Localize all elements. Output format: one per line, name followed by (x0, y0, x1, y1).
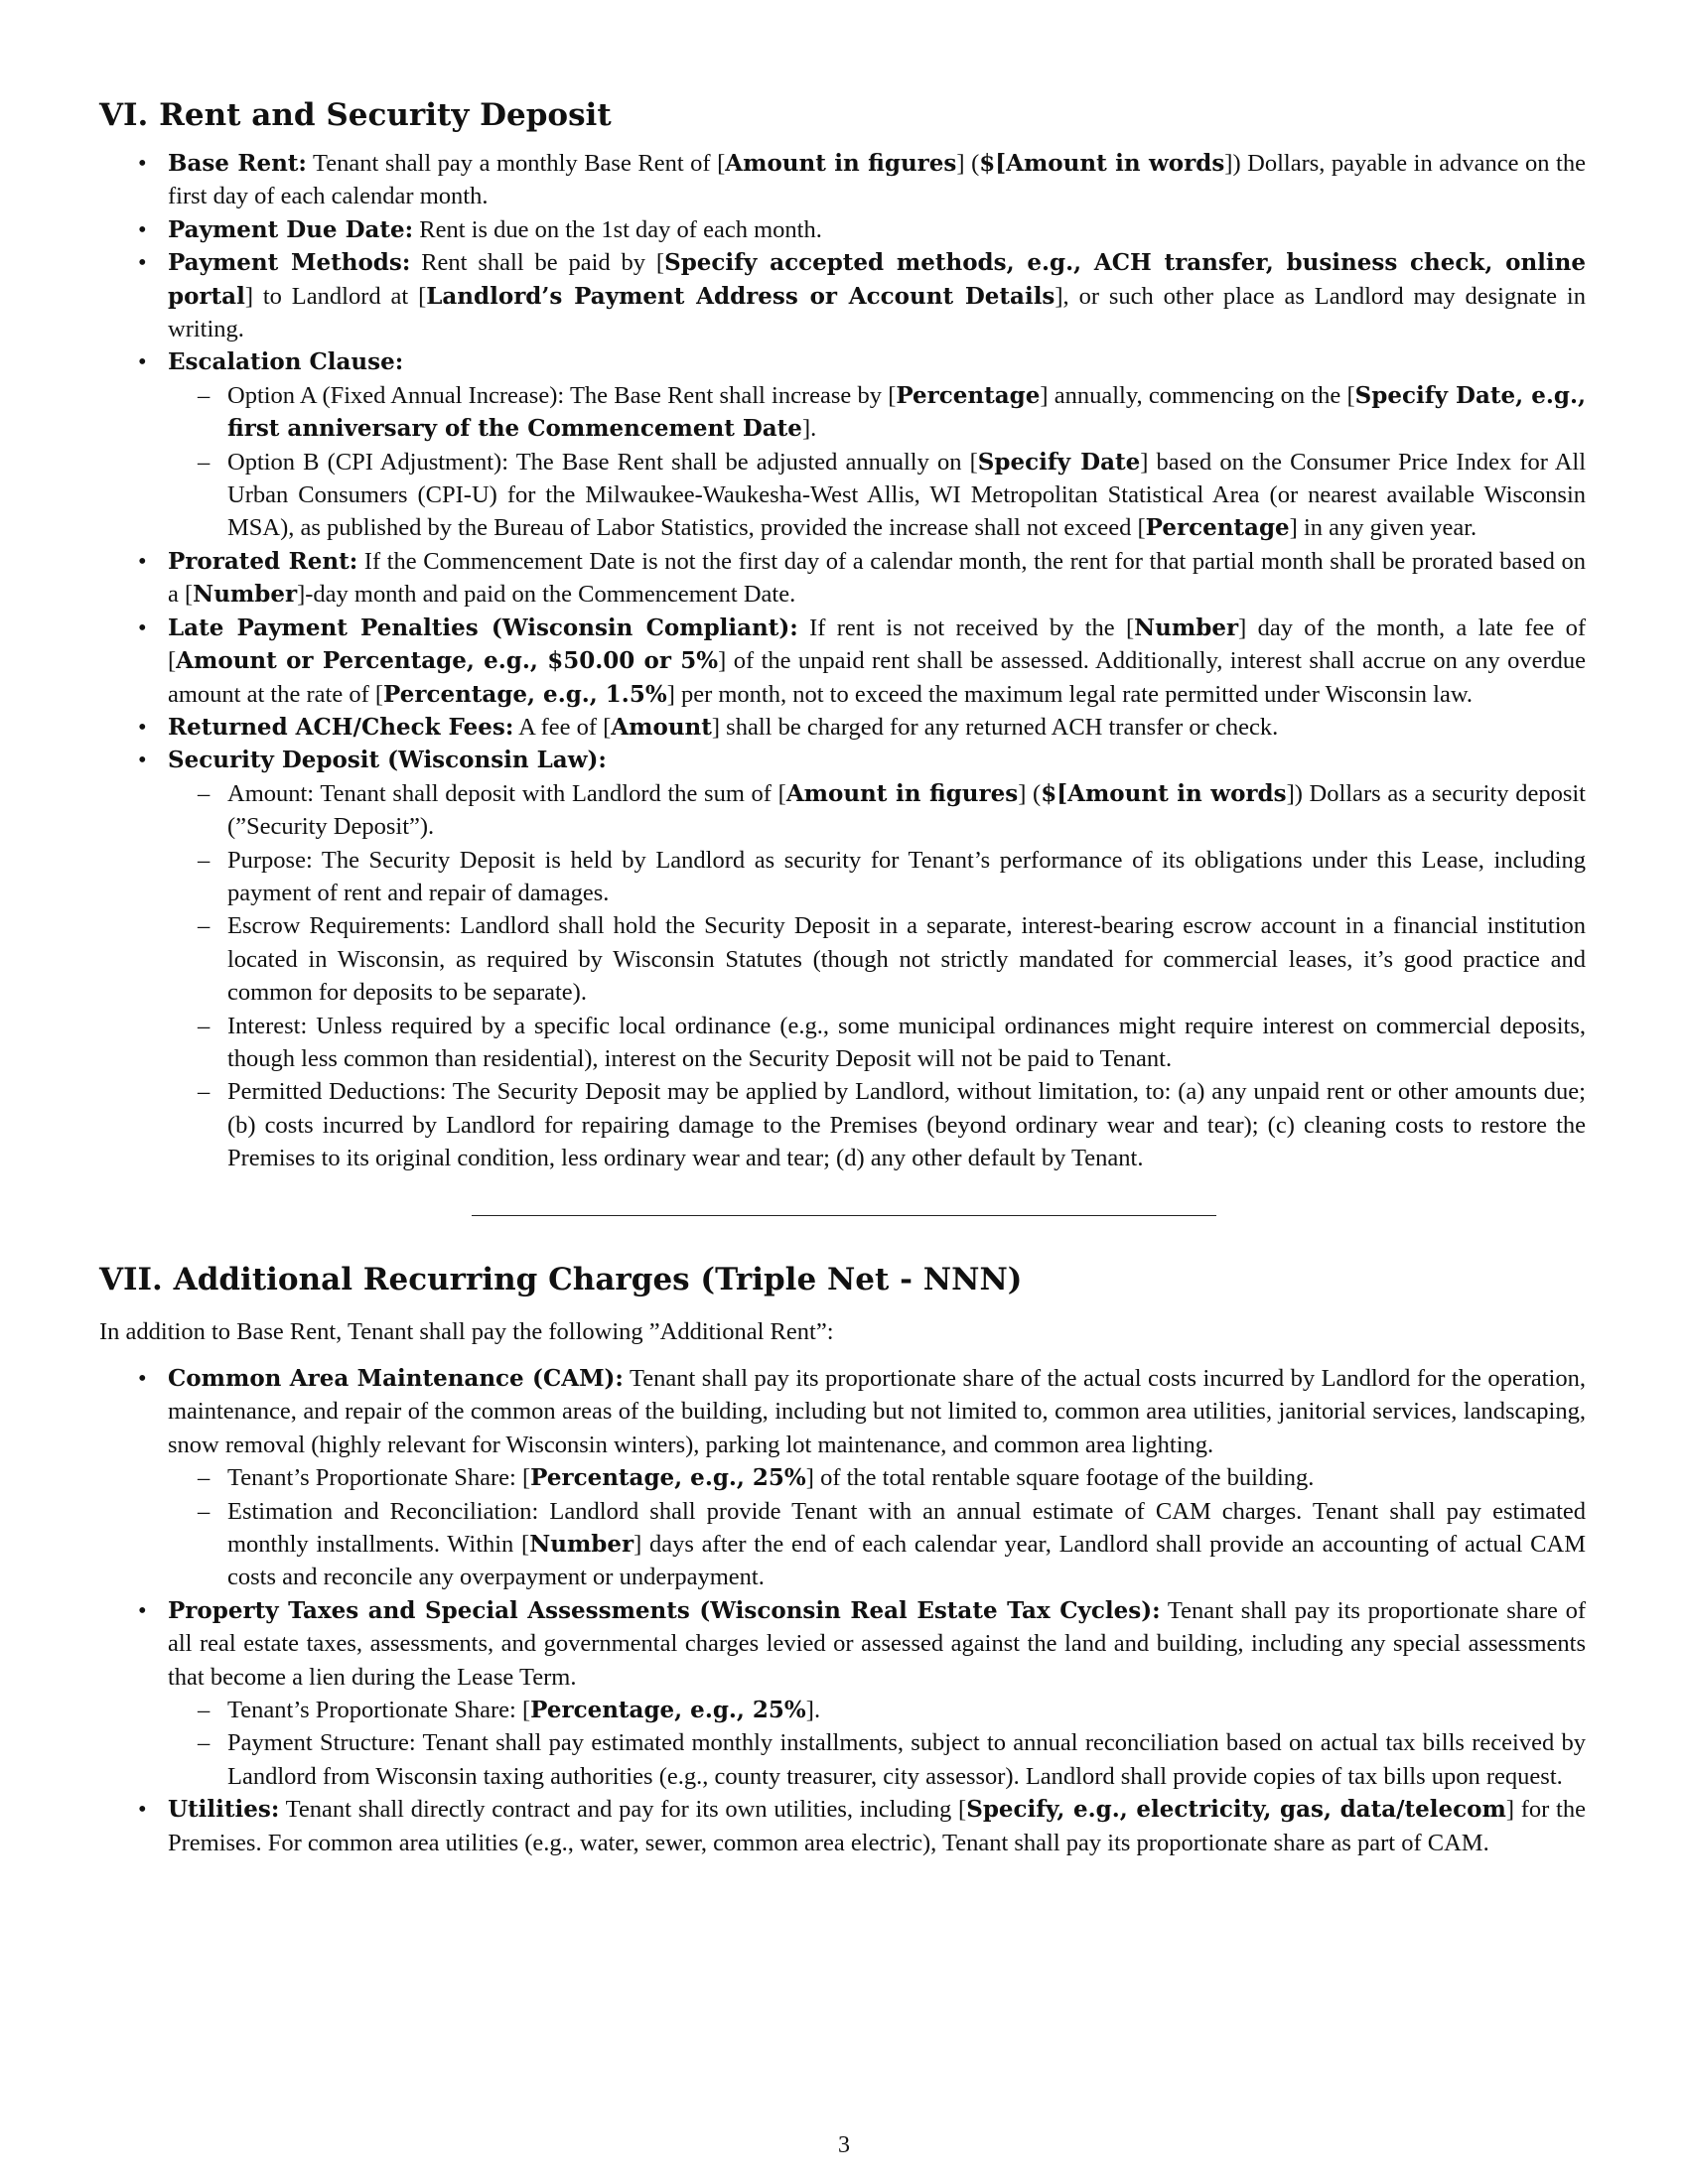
deposit-amount-item (227, 777, 1586, 844)
prorated-label: Prorated Rent: (168, 547, 358, 575)
cam-share-item (227, 1461, 1586, 1494)
placeholder-field: Percentage, e.g., 25% (530, 1697, 806, 1724)
taxes-share-item (227, 1694, 1586, 1726)
text: ] for the Premises. For common area utilities (e.g., water, sewer, common area electric), Tenant shall pay its proportionate share as part of CAM. (168, 1796, 1586, 1856)
section-7-heading: VII. Additional Recurring Charges (Triple Net - NNN) (99, 1261, 1023, 1297)
late-label: Late Payment Penalties (Wisconsin Compliant): (168, 614, 798, 641)
text: ] of the unpaid rent shall be assessed. Additionally, interest shall accrue on any overdue amount at the rate of [ (168, 647, 1586, 708)
returned-fees-item (168, 711, 1586, 744)
placeholder-field: $[Amount in words (1041, 779, 1287, 807)
section-divider (472, 1215, 1216, 1216)
security-deposit-item (168, 744, 1586, 1174)
placeholder-field: Percentage (1145, 514, 1290, 542)
deposit-deductions-item: – Permitted Deductions: The Security Deposit may be applied by Landlord, without limitation, to: (a) any unpaid rent or other amounts due; (b) costs incurred by Landlord for repairing damage to the Premises (beyond ordinary wear and tear); (c) cleaning costs to restore the Premises to its original condition, less ordinary wear and tear; (d) any other default by Tenant. (227, 1075, 1586, 1174)
text: ] in any given year. (1289, 514, 1477, 542)
cam-estimation-item (227, 1495, 1586, 1594)
text: ]-day month and paid on the Commencement Date. (297, 581, 796, 609)
page-number: 3 (838, 2132, 850, 2158)
option-a-item (227, 379, 1586, 446)
taxes-structure-item: – Payment Structure: Tenant shall pay estimated monthly installments, subject to annual reconciliation based on actual tax bills received by Landlord from Wisconsin taxing authorities (e.g., county treasurer, city assessor). Landlord shall provide copies of tax bills upon request. (227, 1726, 1586, 1793)
taxes-label: Property Taxes and Special Assessments (Wisconsin Real Estate Tax Cycles): (168, 1596, 1161, 1624)
text: ]. (805, 1697, 821, 1724)
text: ], or such other place as Landlord may designate in writing. (168, 282, 1586, 343)
escalation-clause-item (168, 345, 1586, 544)
text: Tenant’s Proportionate Share: [ (227, 1464, 531, 1492)
text: Tenant shall pay a monthly Base Rent of [ (306, 150, 726, 177)
deposit-subitems (168, 777, 1586, 1175)
prorated-rent-item (168, 545, 1586, 612)
due-date-label: Payment Due Date: (168, 215, 414, 243)
deposit-purpose-item: – Purpose: The Security Deposit is held by Landlord as security for Tenant’s performance of its obligations under this Lease, including payment of rent and repair of damages. (227, 844, 1586, 910)
deposit-escrow-item: – Escrow Requirements: Landlord shall hold the Security Deposit in a separate, interest-bearing escrow account in a financial institution located in Wisconsin, as required by Wisconsin Statutes (though not strictly mandated for commercial leases, it’s good practice and common for deposits to be separate). (227, 909, 1586, 1009)
text: ] shall be charged for any returned ACH transfer or check. (711, 713, 1279, 741)
section-7-list (99, 1362, 1586, 1859)
text: ] ( (1018, 779, 1042, 807)
text: Tenant shall directly contract and pay for its own utilities, including [ (279, 1796, 967, 1824)
placeholder-field: Number (1134, 614, 1239, 641)
text: Rent shall be paid by [ (410, 249, 665, 277)
text: ] based on the Consumer Price Index for All Urban Consumers (CPI-U) for the Milwaukee-Waukesha-West Allis, WI Metropolitan Statistical Area (or nearest available Wisconsin MSA), as published by the Bureau of Labor Statistics, provided the increase shall not exceed [ (227, 448, 1586, 542)
payment-due-date-item (168, 213, 1586, 246)
placeholder-field: $[Amount in words (979, 150, 1225, 177)
placeholder-field: Percentage, e.g., 25% (530, 1464, 806, 1492)
text: ] of the total rentable square footage of the building. (805, 1464, 1315, 1492)
placeholder-field: Amount in figures (785, 779, 1019, 807)
escalation-options (168, 379, 1586, 545)
late-payment-item (168, 612, 1586, 711)
placeholder-field: Amount or Percentage, e.g., $50.00 or 5% (176, 647, 719, 675)
text: ] days after the end of each calendar year, Landlord shall provide an accounting of actual CAM costs and reconcile any overpayment or underpayment. (227, 1531, 1586, 1591)
escalation-label: Escalation Clause: (168, 348, 404, 376)
text: A fee of [ (513, 713, 612, 741)
text: ] ( (956, 150, 980, 177)
text: If rent is not received by the [ (797, 614, 1135, 641)
placeholder-field: Specify Date, e.g., first anniversary of the Commencement Date (227, 381, 1586, 443)
utilities-item (168, 1793, 1586, 1859)
cam-item (168, 1362, 1586, 1594)
utilities-label: Utilities: (168, 1796, 280, 1824)
section-7-intro: In addition to Base Rent, Tenant shall pay the following ”Additional Rent”: (99, 1317, 834, 1345)
text: ]) Dollars, payable in advance on the first day of each calendar month. (168, 150, 1586, 210)
deposit-interest-item: – Interest: Unless required by a specific local ordinance (e.g., some municipal ordinances might require interest on commercial deposits, though less common than residential), interest on the Security Deposit will not be paid to Tenant. (227, 1010, 1586, 1076)
base-rent-item (168, 147, 1586, 213)
placeholder-field: Percentage, e.g., 1.5% (383, 680, 667, 708)
payment-methods-item (168, 246, 1586, 345)
option-b-item (227, 446, 1586, 545)
text: Amount: Tenant shall deposit with Landlord the sum of [ (227, 779, 786, 807)
returned-label: Returned ACH/Check Fees: (168, 713, 514, 741)
document-page (99, 95, 1586, 1859)
text: Option B (CPI Adjustment): The Base Rent shall be adjusted annually on [ (227, 448, 978, 476)
text: ] day of the month, a late fee of [ (168, 614, 1587, 675)
text: Tenant’s Proportionate Share: [ (227, 1697, 531, 1724)
text: Tenant shall pay its proportionate share of all real estate taxes, assessments, and governmental charges levied or assessed against the land and building, including any special assessments that become a lien during the Lease Term. (168, 1596, 1586, 1691)
cam-subitems (168, 1461, 1586, 1594)
placeholder-field: Specify, e.g., electricity, gas, data/telecom (966, 1796, 1506, 1824)
placeholder-field: Amount (611, 713, 712, 741)
text: Option A (Fixed Annual Increase): The Base Rent shall increase by [ (227, 381, 897, 409)
text: Rent is due on the 1st day of each month. (413, 215, 822, 243)
text: Estimation and Reconciliation: Landlord shall provide Tenant with an annual estimate of CAM charges. Tenant shall pay estimated monthly installments. Within [ (227, 1497, 1586, 1559)
section-6-heading: VI. Rent and Security Deposit (99, 97, 612, 133)
text: If the Commencement Date is not the first day of a calendar month, the rent for that partial month shall be prorated based on a [ (168, 547, 1586, 609)
property-taxes-item (168, 1594, 1586, 1793)
placeholder-field: Percentage (896, 381, 1041, 409)
deposit-label: Security Deposit (Wisconsin Law): (168, 747, 607, 774)
cam-label: Common Area Maintenance (CAM): (168, 1365, 624, 1392)
placeholder-field: Specify Date (977, 448, 1141, 476)
taxes-subitems (168, 1694, 1586, 1793)
text: ]) Dollars as a security deposit (”Security Deposit”). (227, 779, 1586, 841)
placeholder-field: Amount in figures (725, 150, 957, 177)
methods-label: Payment Methods: (168, 249, 411, 277)
text: ] annually, commencing on the [ (1040, 381, 1355, 409)
text: ]. (801, 415, 817, 443)
section-6-list (99, 147, 1586, 1175)
placeholder-field: Number (193, 581, 298, 609)
placeholder-field: Number (529, 1531, 634, 1559)
placeholder-field: Specify accepted methods, e.g., ACH transfer, business check, online portal (168, 249, 1586, 310)
text: ] per month, not to exceed the maximum legal rate permitted under Wisconsin law. (666, 680, 1474, 708)
text: Tenant shall pay its proportionate share of the actual costs incurred by Landlord for the operation, maintenance, and repair of the common areas of the building, including but not limited to, common area utilities, janitorial services, landscaping, snow removal (highly relevant for Wisconsin winters), parking lot maintenance, and common area lighting. (168, 1365, 1586, 1458)
base-rent-label: Base Rent: (168, 150, 307, 177)
text: ] to Landlord at [ (244, 282, 427, 310)
placeholder-field: Landlord’s Payment Address or Account Details (426, 282, 1055, 310)
